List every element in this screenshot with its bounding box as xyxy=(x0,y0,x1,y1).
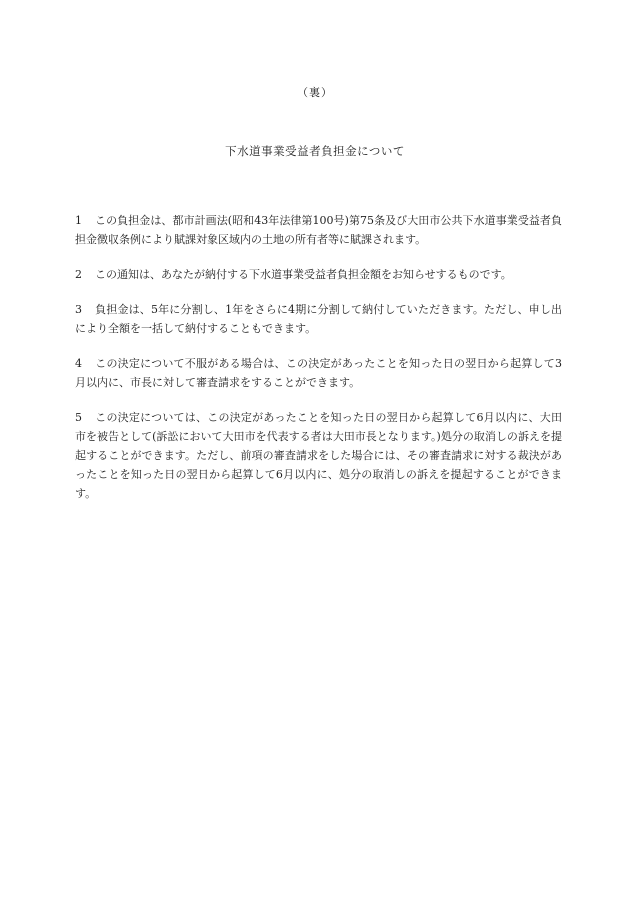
notice-item xyxy=(75,354,562,392)
item-number: 4 xyxy=(75,357,82,370)
item-text: この負担金は、都市計画法(昭和43年法律第100号)第75条及び大田市公共下水道事業受益者負担金徴収条例により賦課対象区域内の土地の所有者等に賦課されます。 xyxy=(75,214,562,246)
notice-item xyxy=(75,211,562,249)
item-number: 2 xyxy=(75,268,82,281)
document-title: 下水道事業受益者負担金について xyxy=(225,144,405,158)
item-text: この通知は、あなたが納付する下水道事業受益者負担金額をお知らせするものです。 xyxy=(95,268,512,281)
item-text: この決定について不服がある場合は、この決定があったことを知った日の翌日から起算して3月以内に、市長に対して審査請求をすることができます。 xyxy=(75,357,562,389)
page-side-label: （裏） xyxy=(297,86,333,99)
notice-item xyxy=(75,265,562,284)
notice-item xyxy=(75,408,562,503)
item-number: 1 xyxy=(75,214,82,227)
item-number: 5 xyxy=(75,411,82,424)
notice-item xyxy=(75,300,562,338)
item-text: 負担金は、5年に分割し、1年をさらに4期に分割して納付していただきます。ただし、申し出により全額を一括して納付することもできます。 xyxy=(75,303,562,335)
item-number: 3 xyxy=(75,303,82,316)
item-text: この決定については、この決定があったことを知った日の翌日から起算して6月以内に、大田市を被告として(訴訟において大田市を代表する者は大田市長となります。)処分の取消しの訴えを提起することができます。ただし、前項の審査請求をした場合には、その審査請求に対する裁決があったことを知った日の翌日から起算して6月以内に、処分の取消しの訴えを提起することができます。 xyxy=(75,411,562,500)
notice-items xyxy=(75,211,562,519)
